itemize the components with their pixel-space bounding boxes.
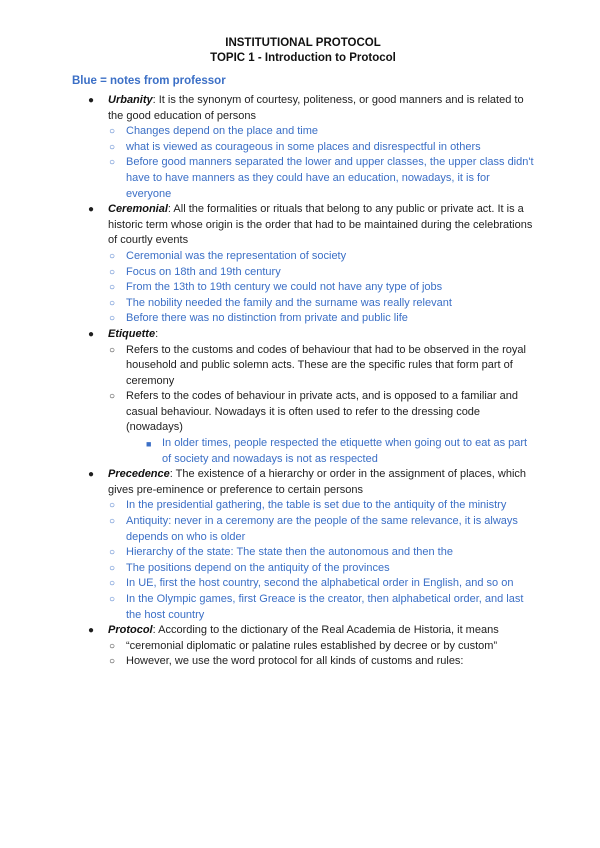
circle-bullet-icon: ○ <box>109 640 116 652</box>
sublist-etiquette <box>108 343 534 468</box>
sublist-precedence <box>108 498 534 623</box>
bullet-icon: ● <box>88 469 95 481</box>
circle-bullet-icon: ○ <box>109 141 116 153</box>
note-text: Before there was no distinction from private and public life <box>126 312 408 325</box>
note-text: Focus on 18th and 19th century <box>126 265 281 278</box>
list-item-ceremonial <box>72 202 534 327</box>
list-item <box>108 654 534 670</box>
definition-ceremonial: : All the formalities or rituals that belong to any public or private act. It is a historic term whose origin is the order that had to be maintained during the celebrations of courtly events <box>108 203 533 247</box>
note-text: In the presidential gathering, the table is set due to the antiquity of the ministry <box>126 499 507 512</box>
list-item-precedence <box>72 467 534 623</box>
list-item <box>144 436 534 467</box>
square-bullet-icon: ■ <box>146 439 152 450</box>
list-item <box>108 389 534 467</box>
document-subtitle: TOPIC 1 - Introduction to Protocol <box>210 52 396 64</box>
bullet-icon: ● <box>88 204 95 216</box>
list-item <box>108 561 534 577</box>
list-item <box>108 124 534 140</box>
note-text: From the 13th to 19th century we could not have any type of jobs <box>126 281 443 294</box>
note-text: Ceremonial was the representation of society <box>126 249 347 262</box>
definition-protocol: : According to the dictionary of the Real Academia de Historia, it means <box>152 624 499 637</box>
list-item-etiquette <box>72 327 534 467</box>
list-item <box>108 639 534 655</box>
note-text: Before good manners separated the lower and upper classes, the upper class didn't have to have manners as they could have an education, nowadays, it is for everyone <box>126 156 534 200</box>
circle-bullet-icon: ○ <box>109 297 116 309</box>
definition-precedence: : The existence of a hierarchy or order in the assignment of places, which gives pre-eminence or preference to certain persons <box>108 468 527 496</box>
circle-bullet-icon: ○ <box>109 516 116 528</box>
circle-bullet-icon: ○ <box>109 562 116 574</box>
list-item <box>108 280 534 296</box>
document-title: INSTITUTIONAL PROTOCOL <box>225 37 381 49</box>
sub-text: “ceremonial diplomatic or palatine rules established by decree or by custom” <box>126 639 498 652</box>
list-item <box>108 155 534 202</box>
circle-bullet-icon: ○ <box>109 266 116 278</box>
list-item-protocol <box>72 623 534 670</box>
circle-bullet-icon: ○ <box>109 313 116 325</box>
list-item <box>108 545 534 561</box>
term-etiquette: Etiquette <box>108 327 156 340</box>
list-item-urbanity <box>72 93 534 202</box>
circle-bullet-icon: ○ <box>109 594 116 605</box>
list-item <box>108 265 534 281</box>
note-text: In the Olympic games, first Greace is the creator, then alphabetical order, and last the host country <box>126 593 524 621</box>
bullet-icon: ● <box>88 95 95 106</box>
note-text: Changes depend on the place and time <box>126 125 319 138</box>
sublist-urbanity <box>108 124 534 202</box>
list-item <box>108 140 534 156</box>
bullet-icon: ● <box>88 328 95 340</box>
circle-bullet-icon: ○ <box>109 500 116 512</box>
list-item <box>108 576 534 592</box>
sub-text: However, we use the word protocol for all kinds of customs and rules: <box>126 655 464 668</box>
note-text: The nobility needed the family and the surname was really relevant <box>126 296 452 309</box>
list-item <box>108 311 534 327</box>
note-text: The positions depend on the antiquity of the provinces <box>126 561 390 574</box>
note-text: what is viewed as courageous in some places and disrespectful in others <box>126 140 481 153</box>
circle-bullet-icon: ○ <box>109 157 116 169</box>
definition-etiquette: : <box>155 327 159 340</box>
circle-bullet-icon: ○ <box>109 391 116 403</box>
sub-text: Refers to the codes of behaviour in private acts, and is opposed to a familiar and casual behaviour. Nowadays it is often used to refer to the dressing code (nowadays) <box>126 390 518 434</box>
legend-note: Blue = notes from professor <box>72 75 226 87</box>
bullet-icon: ● <box>88 625 95 637</box>
note-text: Antiquity: never in a ceremony are the people of the same relevance, it is always depends on who is older <box>126 515 518 543</box>
circle-bullet-icon: ○ <box>109 578 116 590</box>
note-text: Hierarchy of the state: The state then the autonomous and then the <box>126 546 453 559</box>
note-text: In older times, people respected the etiquette when going out to eat as part of society and nowadays is not as respected <box>162 437 528 465</box>
sublist-etiquette-nested <box>144 436 534 467</box>
circle-bullet-icon: ○ <box>109 547 116 559</box>
circle-bullet-icon: ○ <box>109 126 116 138</box>
term-precedence: Precedence <box>108 468 170 481</box>
term-urbanity: Urbanity <box>108 94 153 106</box>
circle-bullet-icon: ○ <box>109 282 116 294</box>
circle-bullet-icon: ○ <box>109 656 116 668</box>
sub-text: Refers to the customs and codes of behaviour that had to be observed in the royal household and public solemn acts. These are the specific rules that form part of ceremony <box>126 343 526 387</box>
list-item <box>108 514 534 545</box>
list-item <box>108 249 534 265</box>
list-item <box>108 343 534 390</box>
note-text: In UE, first the host country, second the alphabetical order in English, and so on <box>126 577 514 590</box>
sublist-ceremonial <box>108 249 534 327</box>
list-item <box>108 296 534 312</box>
definition-urbanity: : It is the synonym of courtesy, politeness, or good manners and is related to the good education of persons <box>108 94 524 122</box>
circle-bullet-icon: ○ <box>109 250 116 262</box>
circle-bullet-icon: ○ <box>109 344 116 356</box>
sublist-protocol <box>108 639 534 670</box>
list-item <box>108 592 534 623</box>
term-ceremonial: Ceremonial <box>108 203 168 216</box>
main-list <box>72 93 534 670</box>
term-protocol: Protocol <box>108 624 153 637</box>
list-item <box>108 498 534 514</box>
